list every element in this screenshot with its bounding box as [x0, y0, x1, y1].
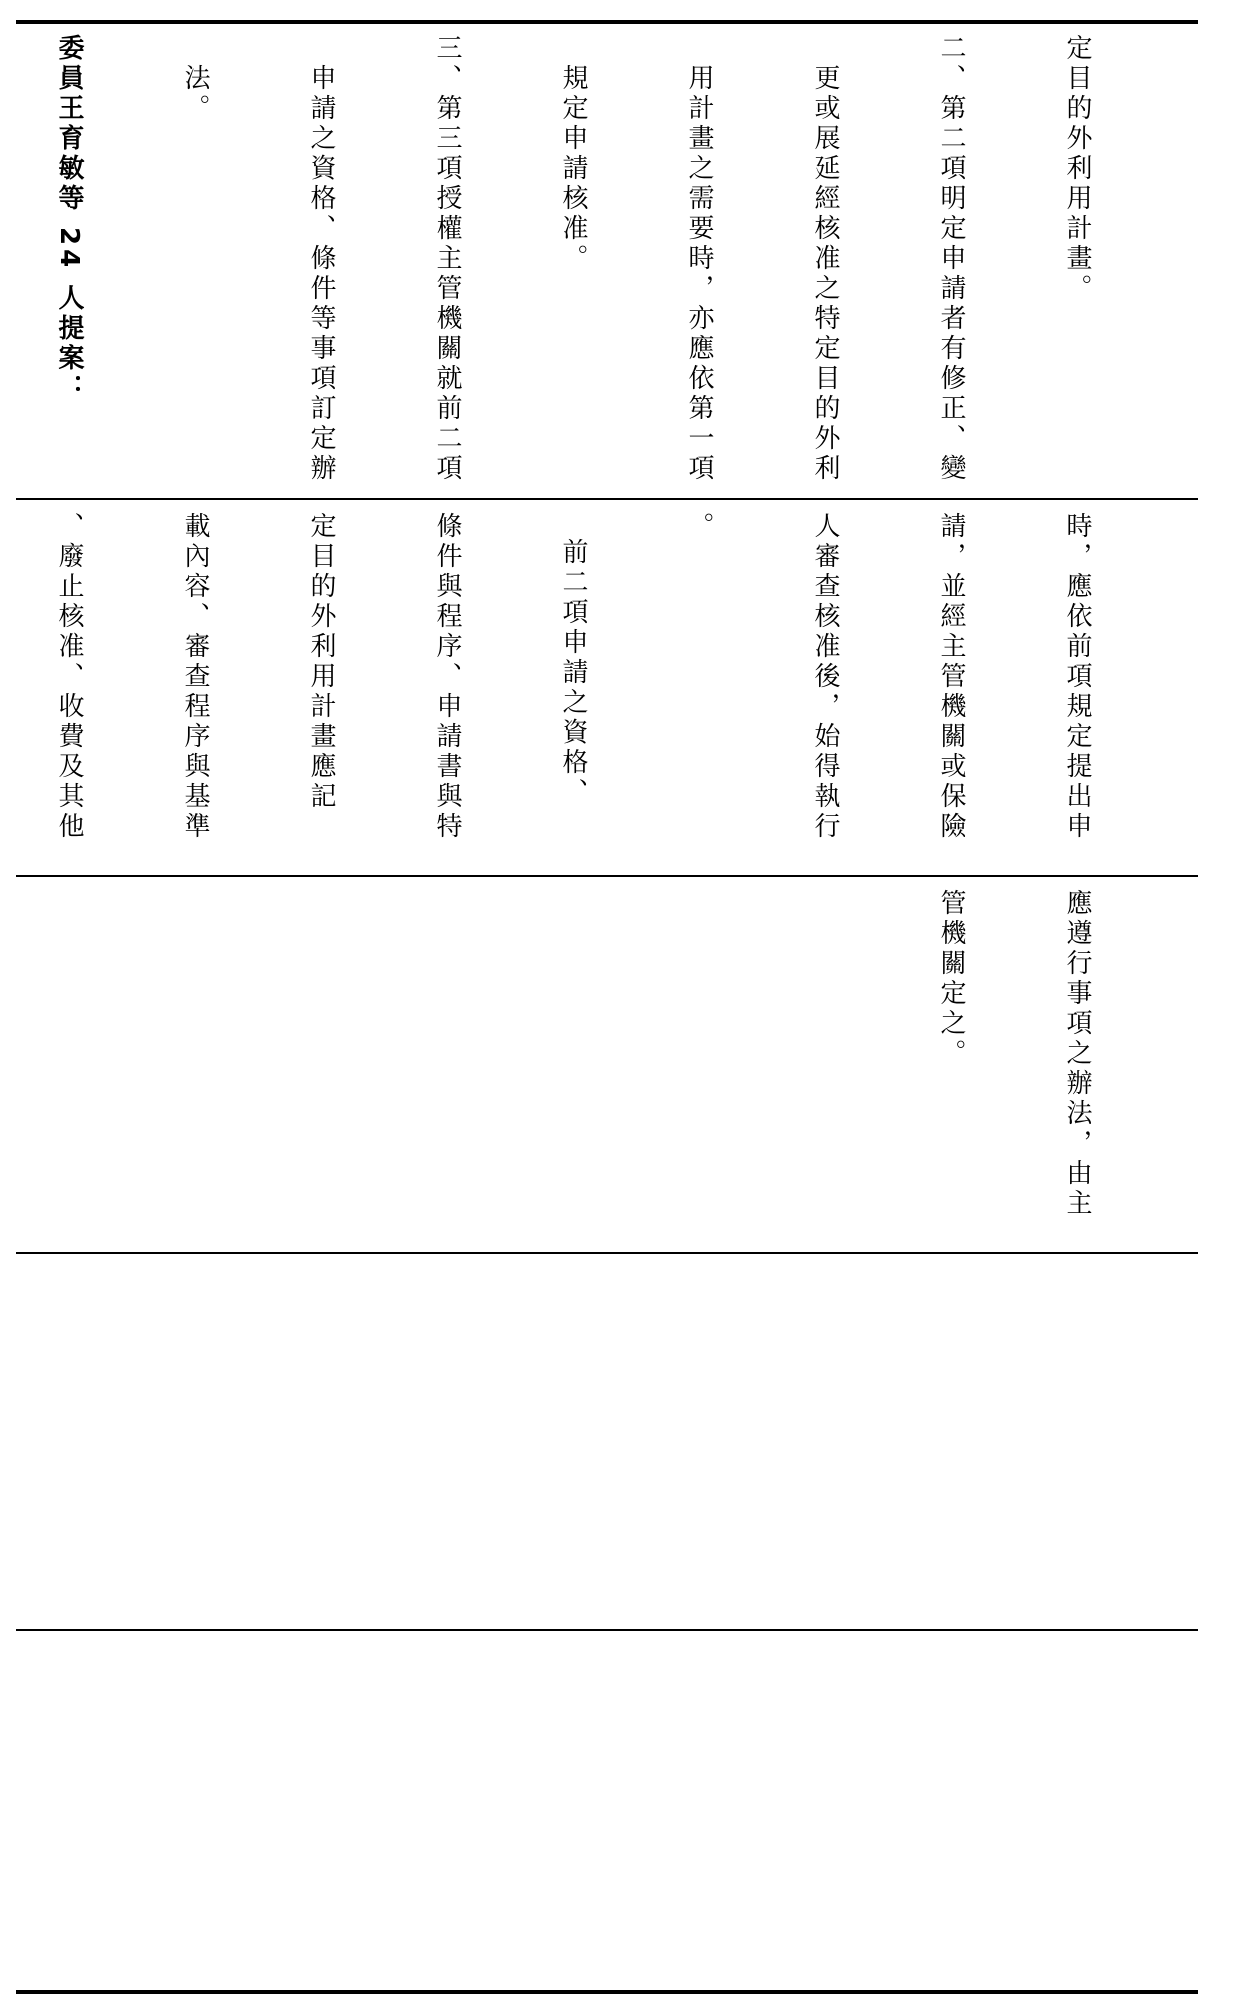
- line: 更或展延經核准之特定目的外利: [810, 34, 840, 484]
- line: 條件與程序、申請書與特: [432, 512, 462, 842]
- empty-cell-2: [32, 1643, 1182, 1983]
- line: 申請之資格、條件等事項訂定辦: [306, 34, 336, 484]
- line: 法。: [180, 34, 210, 124]
- line: 二、第二項明定申請者有修正、變: [936, 34, 966, 484]
- explanation-cell: [32, 34, 1182, 486]
- proposal-heading: 委員王育敏等 24 人提案：: [54, 34, 84, 405]
- row-divider-1: [16, 498, 1198, 500]
- line: 請，並經主管機關或保險: [936, 512, 966, 842]
- explanation-text: [32, 34, 1182, 486]
- empty-cell-1: [32, 1266, 1182, 1618]
- row-divider-2: [16, 875, 1198, 877]
- line: 載內容、審查程序與基準: [180, 512, 210, 842]
- line: 。: [684, 512, 714, 542]
- line: 、廢止核准、收費及其他: [54, 512, 84, 842]
- other-text-cell: [32, 889, 1182, 1241]
- line: 人審查核准後，始得執行: [810, 512, 840, 842]
- line: 三、第三項授權主管機關就前二項: [432, 34, 462, 484]
- line: 前二項申請之資格、: [558, 538, 588, 808]
- line: 定目的外利用計畫應記: [306, 512, 336, 812]
- line: 時，應依前項規定提出申: [1062, 512, 1092, 842]
- line: 規定申請核准。: [558, 34, 588, 274]
- line: 應遵行事項之辦法，由主: [1062, 889, 1092, 1219]
- proposed-text-cell: [32, 512, 1182, 864]
- table-bottom-rule: [16, 1990, 1198, 1994]
- row-divider-3: [16, 1252, 1198, 1254]
- line: 定目的外利用計畫。: [1062, 34, 1092, 304]
- table-top-rule: [16, 20, 1198, 24]
- line: 用計畫之需要時，亦應依第一項: [684, 34, 714, 484]
- proposed-text: [32, 512, 1182, 864]
- line: 管機關定之。: [936, 889, 966, 1069]
- other-text: [32, 889, 1182, 1241]
- row-divider-4: [16, 1629, 1198, 1631]
